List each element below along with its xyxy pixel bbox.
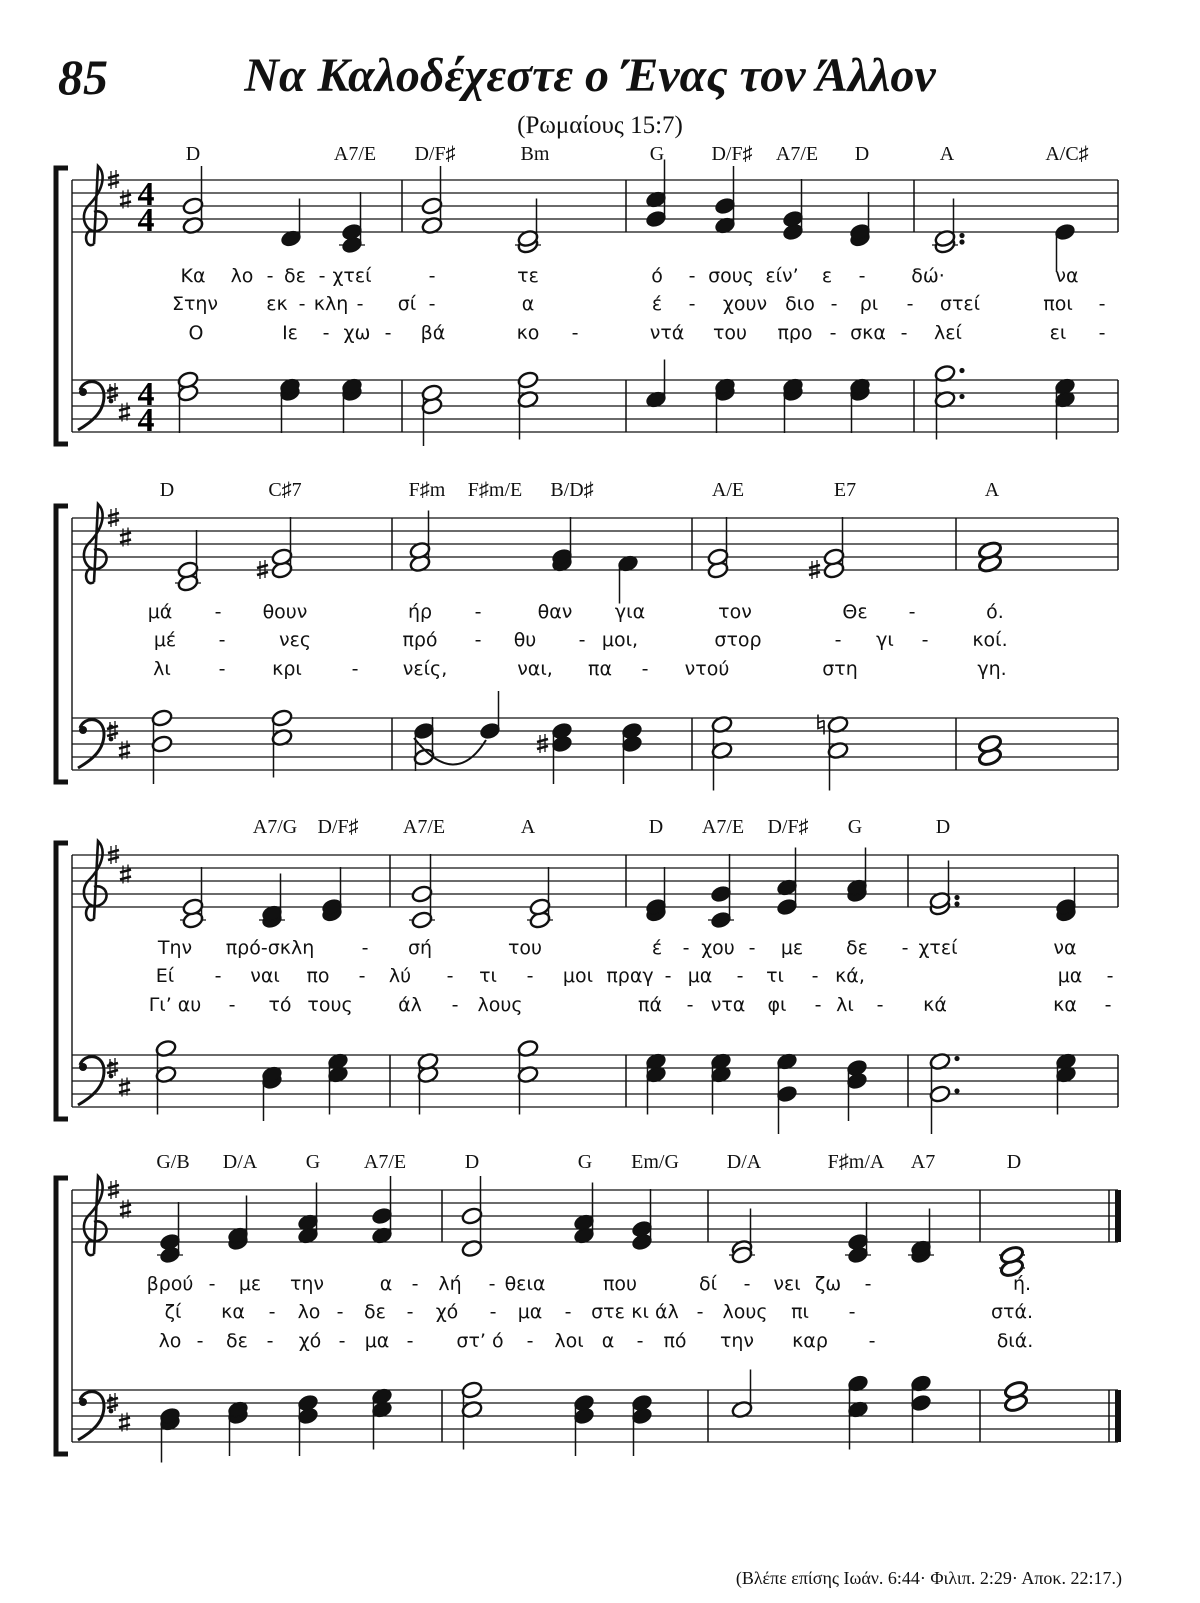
lyric-syllable: καρ: [792, 1330, 828, 1352]
lyric-syllable: στε: [591, 1301, 625, 1323]
lyric-syllable: τό: [268, 994, 292, 1016]
lyric-syllable: -: [908, 601, 916, 623]
lyric-syllable: -: [1098, 322, 1106, 344]
lyric-syllable: ντού: [684, 658, 730, 680]
lyric-syllable: -: [688, 265, 696, 287]
sharp-stroke: [120, 1205, 131, 1208]
lyric-syllable: γη.: [977, 658, 1007, 680]
lyric-syllable: ντα: [710, 994, 746, 1016]
sharp-stroke: [108, 182, 119, 185]
lyric-syllable: νες: [278, 629, 312, 651]
chord-symbol: D: [185, 143, 201, 165]
lyric-syllable: βρού: [146, 1273, 194, 1295]
lyric-syllable: -: [636, 1330, 644, 1352]
lyric-syllable: δί: [698, 1273, 718, 1295]
chord-symbol: A7/G: [252, 816, 298, 838]
chord-symbol: G: [649, 143, 665, 165]
lyric-syllable: -: [318, 265, 326, 287]
lyric-syllable: κι άλ: [631, 1301, 679, 1323]
lyric-syllable: μέ: [153, 629, 177, 651]
sharp-stroke: [107, 1063, 118, 1066]
chord-symbol: A: [984, 479, 1000, 501]
bass-clef-dot: [79, 388, 87, 396]
lyric-syllable: -: [214, 601, 222, 623]
lyric-syllable: -: [682, 937, 690, 959]
sharp-stroke: [257, 572, 268, 575]
lyric-syllable: -: [664, 965, 672, 987]
scripture-reference: (Ρωμαίους 15:7): [517, 112, 683, 139]
lyric-syllable: κά,: [835, 965, 865, 987]
lyric-syllable: -: [814, 994, 822, 1016]
lyric-syllable: την: [719, 1330, 755, 1352]
lyric-syllable: λεί: [934, 322, 962, 344]
lyric-syllable: -: [864, 1273, 872, 1295]
lyric-syllable: ρι: [859, 293, 879, 315]
lyric-syllable: -: [474, 629, 482, 651]
lyric-syllable: -: [876, 994, 884, 1016]
lyric-syllable: -: [266, 1330, 274, 1352]
lyric-syllable: για: [614, 601, 646, 623]
lyric-syllable: Γι’ αυ: [148, 994, 202, 1016]
lyric-syllable: που: [602, 1273, 638, 1295]
lyric-syllable: πό: [663, 1330, 687, 1352]
lyric-syllable: -: [358, 965, 366, 987]
lyric-syllable: -: [268, 1301, 276, 1323]
lyric-syllable: μοι: [562, 965, 594, 987]
lyric-syllable: ό: [651, 265, 663, 287]
lyric-syllable: θυ: [513, 629, 537, 651]
time-signature-digit: 4: [137, 176, 155, 213]
lyric-syllable: -: [526, 965, 534, 987]
lyric-syllable: βά: [420, 322, 446, 344]
lyric-syllable: -: [351, 658, 359, 680]
system-bracket: [56, 1178, 68, 1454]
chord-symbol: D: [854, 143, 870, 165]
lyric-syllable: -: [218, 658, 226, 680]
lyric-syllable: χό: [435, 1301, 459, 1323]
lyric-syllable: θεια: [504, 1273, 546, 1295]
chord-symbol: D/F♯: [414, 143, 456, 165]
dot-icon: [959, 368, 964, 373]
chord-symbol: D/F♯: [317, 816, 359, 838]
lyric-syllable: -: [451, 994, 459, 1016]
bass-clef-dot: [109, 399, 114, 404]
song-number: 85: [58, 49, 108, 105]
lyric-syllable: -: [338, 1330, 346, 1352]
lyric-syllable: -: [571, 322, 579, 344]
chord-symbol: A/C♯: [1045, 143, 1089, 165]
system-bracket: [56, 843, 68, 1119]
bass-clef-dot: [79, 726, 87, 734]
lyric-syllable: προ: [777, 322, 813, 344]
lyric-syllable: -: [214, 965, 222, 987]
lyric-syllable: -: [811, 965, 819, 987]
bass-clef-dot: [79, 1398, 87, 1406]
lyric-syllable: λο: [230, 265, 254, 287]
chord-symbol: D: [935, 816, 951, 838]
lyric-syllable: στορ: [714, 629, 762, 651]
sharp-stroke: [108, 1185, 119, 1188]
time-signature-digit: 4: [137, 376, 155, 413]
lyric-syllable: -: [834, 629, 842, 651]
system-bracket: [56, 506, 68, 782]
chord-symbol: A7/E: [775, 143, 819, 165]
lyric-syllable: α: [379, 1273, 393, 1295]
lyric-syllable: λους: [722, 1301, 768, 1323]
sharp-stroke: [107, 388, 118, 391]
lyric-syllable: Την: [157, 937, 193, 959]
sharp-stroke: [119, 408, 130, 411]
chord-symbol: G: [847, 816, 863, 838]
lyric-syllable: εκ: [266, 293, 288, 315]
lyric-syllable: λι: [153, 658, 171, 680]
lyric-syllable: -: [686, 994, 694, 1016]
lyric-syllable: σί: [397, 293, 417, 315]
lyric-syllable: χτεί: [918, 937, 958, 959]
time-signature-digit: 4: [137, 202, 155, 239]
system-bracket: [56, 168, 68, 444]
sharp-stroke: [120, 1212, 131, 1215]
lyric-syllable: -: [1098, 293, 1106, 315]
lyric-syllable: να: [1053, 937, 1077, 959]
lyric-syllable: -: [1104, 994, 1112, 1016]
lyric-syllable: -: [488, 1273, 496, 1295]
lyric-syllable: δώ·: [911, 265, 945, 287]
lyric-syllable: πραγ: [606, 965, 654, 987]
lyric-syllable: μα: [687, 965, 713, 987]
lyric-syllable: με: [780, 937, 804, 959]
sharp-stroke: [119, 1418, 130, 1421]
lyric-syllable: -: [526, 1330, 534, 1352]
chord-symbol: F♯m/A: [827, 1151, 885, 1173]
sharp-stroke: [108, 850, 119, 853]
lyric-syllable: -: [921, 629, 929, 651]
lyric-syllable: μοι,: [601, 629, 639, 651]
lyric-syllable: -: [356, 293, 364, 315]
lyric-syllable: ε: [821, 265, 833, 287]
lyric-syllable: ναι: [250, 965, 280, 987]
lyric-syllable: -: [564, 1301, 572, 1323]
sharp-stroke: [107, 1405, 118, 1408]
lyric-syllable: -: [406, 1301, 414, 1323]
lyric-syllable: μα: [517, 1301, 543, 1323]
chord-symbol: A: [939, 143, 955, 165]
dot-icon: [954, 895, 959, 900]
lyric-syllable: άλ: [398, 994, 422, 1016]
sharp-stroke: [107, 1398, 118, 1401]
lyric-syllable: λι: [836, 994, 854, 1016]
sharp-stroke: [120, 202, 131, 205]
dot-icon: [954, 1056, 959, 1061]
chord-symbol: G: [577, 1151, 593, 1173]
chord-symbol: Bm: [520, 143, 550, 165]
lyric-syllable: -: [384, 322, 392, 344]
chord-symbol: A7: [910, 1151, 936, 1173]
sharp-stroke: [120, 533, 131, 536]
lyric-syllable: σή: [407, 937, 433, 959]
lyric-syllable: -: [322, 322, 330, 344]
lyric-syllable: -: [298, 293, 306, 315]
sharp-stroke: [108, 1192, 119, 1195]
lyric-syllable: Θε: [842, 601, 868, 623]
chord-symbol: D: [464, 1151, 480, 1173]
lyric-syllable: -: [900, 322, 908, 344]
sharp-stroke: [809, 565, 820, 568]
lyric-syllable: χουν: [722, 293, 768, 315]
lyric-syllable: πο: [306, 965, 330, 987]
bass-clef-dot: [109, 737, 114, 742]
lyric-syllable: -: [361, 937, 369, 959]
bass-clef-dot: [109, 1409, 114, 1414]
dot-icon: [959, 239, 964, 244]
lyric-syllable: λο: [297, 1301, 321, 1323]
lyric-syllable: -: [848, 1301, 856, 1323]
lyric-syllable: μα: [364, 1330, 390, 1352]
sharp-stroke: [108, 520, 119, 523]
lyric-syllable: την: [289, 1273, 325, 1295]
chord-symbol: E7: [833, 479, 857, 501]
lyric-syllable: τε: [517, 265, 539, 287]
footnote: (Βλέπε επίσης Ιωάν. 6:44· Φιλιπ. 2:29· Αποκ. 22:17.): [735, 1568, 1122, 1588]
sharp-stroke: [537, 746, 548, 749]
dot-icon: [959, 394, 964, 399]
lyric-syllable: Στην: [171, 293, 219, 315]
lyric-syllable: τον: [718, 601, 752, 623]
lyric-syllable: φι: [767, 994, 787, 1016]
sharp-stroke: [108, 857, 119, 860]
lyric-syllable: Εί: [155, 965, 175, 987]
lyric-syllable: μά: [147, 601, 173, 623]
lyric-syllable: πι: [791, 1301, 809, 1323]
lyric-syllable: πρό: [402, 629, 438, 651]
chord-symbol: G/B: [156, 1151, 190, 1173]
lyric-syllable: -: [901, 937, 909, 959]
lyric-syllable: -: [688, 293, 696, 315]
time-signature-digit: 4: [137, 402, 155, 439]
chord-symbol: A7/E: [701, 816, 745, 838]
lyric-syllable: θουν: [262, 601, 308, 623]
lyric-syllable: γι: [876, 629, 894, 651]
chord-symbol: A: [520, 816, 536, 838]
lyric-syllable: του: [712, 322, 748, 344]
chord-symbol: A/E: [711, 479, 745, 501]
lyric-syllable: ποι: [1043, 293, 1073, 315]
sharp-stroke: [119, 1425, 130, 1428]
lyric-syllable: στ’ ό: [456, 1330, 504, 1352]
lyric-syllable: τι: [479, 965, 497, 987]
lyric-syllable: -: [748, 937, 756, 959]
chord-symbol: A7/E: [363, 1151, 407, 1173]
sharp-stroke: [107, 726, 118, 729]
lyric-syllable: με: [238, 1273, 262, 1295]
lyric-syllable: λοι: [554, 1330, 584, 1352]
sharp-stroke: [108, 175, 119, 178]
sharp-stroke: [108, 513, 119, 516]
sharp-stroke: [107, 733, 118, 736]
lyric-syllable: διο: [785, 293, 815, 315]
lyric-syllable: -: [208, 1273, 216, 1295]
lyric-syllable: λο: [158, 1330, 182, 1352]
sharp-stroke: [119, 753, 130, 756]
lyric-syllable: Ο: [188, 322, 204, 344]
sharp-stroke: [120, 877, 131, 880]
lyric-syllable: κρι: [272, 658, 302, 680]
lyric-syllable: ή.: [1012, 1273, 1032, 1295]
lyric-syllable: α: [601, 1330, 615, 1352]
lyric-syllable: α: [521, 293, 535, 315]
lyric-syllable: ήρ: [407, 601, 433, 623]
lyric-syllable: -: [218, 629, 226, 651]
lyric-syllable: κα: [221, 1301, 245, 1323]
chord-symbol: D/F♯: [711, 143, 753, 165]
sharp-stroke: [119, 1090, 130, 1093]
lyric-syllable: -: [743, 1273, 751, 1295]
lyric-syllable: δε: [846, 937, 868, 959]
lyric-syllable: δε: [364, 1301, 386, 1323]
sharp-stroke: [257, 565, 268, 568]
lyric-syllable: χου: [701, 937, 735, 959]
lyric-syllable: κα: [1053, 994, 1077, 1016]
lyric-syllable: -: [906, 293, 914, 315]
lyric-syllable: χτεί: [332, 265, 372, 287]
lyric-syllable: κο: [516, 322, 540, 344]
lyric-syllable: -: [830, 293, 838, 315]
sharp-stroke: [120, 870, 131, 873]
chord-symbol: D: [1006, 1151, 1022, 1173]
lyric-syllable: Ιε: [282, 322, 298, 344]
chord-symbol: C♯7: [268, 479, 302, 501]
lyric-syllable: πά: [638, 994, 662, 1016]
chord-symbol: D/A: [726, 1151, 762, 1173]
chord-symbol: B/D♯: [550, 479, 594, 501]
lyric-syllable: πρό-σκλη: [225, 937, 315, 959]
lyric-syllable: μα: [1057, 965, 1083, 987]
sharp-stroke: [119, 1083, 130, 1086]
sharp-stroke: [537, 739, 548, 742]
lyric-syllable: διά.: [996, 1330, 1034, 1352]
lyric-syllable: στη: [822, 658, 858, 680]
lyric-syllable: -: [428, 293, 436, 315]
lyric-syllable: χω: [343, 322, 371, 344]
chord-symbol: A7/E: [402, 816, 446, 838]
lyric-syllable: Κα: [180, 265, 206, 287]
sharp-stroke: [119, 746, 130, 749]
lyric-syllable: νείς,: [402, 658, 448, 680]
song-title: Να Καλοδέχεστε ο Ένας τον Άλλον: [244, 49, 936, 102]
lyric-syllable: κά: [923, 994, 947, 1016]
chord-symbol: A7/E: [333, 143, 377, 165]
lyric-syllable: -: [489, 1301, 497, 1323]
chord-symbol: D: [648, 816, 664, 838]
lyric-syllable: δε: [284, 265, 306, 287]
sharp-stroke: [119, 415, 130, 418]
lyric-syllable: στεί: [939, 293, 981, 315]
dot-icon: [954, 1088, 959, 1093]
sharp-stroke: [107, 1070, 118, 1073]
lyric-syllable: κοί.: [972, 629, 1008, 651]
chord-symbol: Em/G: [631, 1151, 679, 1173]
lyric-syllable: -: [641, 658, 649, 680]
lyric-syllable: -: [858, 265, 866, 287]
bass-clef-dot: [109, 1074, 114, 1079]
lyric-syllable: -: [266, 265, 274, 287]
dot-icon: [959, 233, 964, 238]
sharp-stroke: [120, 540, 131, 543]
lyric-syllable: -: [406, 1330, 414, 1352]
lyric-syllable: -: [411, 1273, 419, 1295]
lyric-syllable: λή: [438, 1273, 462, 1295]
lyric-syllable: -: [336, 1301, 344, 1323]
lyric-syllable: πα: [588, 658, 612, 680]
lyric-syllable: λους: [477, 994, 523, 1016]
lyric-syllable: -: [736, 965, 744, 987]
lyric-syllable: δε: [226, 1330, 248, 1352]
lyric-syllable: ει: [1049, 322, 1067, 344]
lyric-syllable: σκα: [850, 322, 886, 344]
lyric-syllable: -: [446, 965, 454, 987]
lyric-syllable: ναι,: [517, 658, 553, 680]
bass-clef-dot: [79, 1063, 87, 1071]
sharp-stroke: [107, 395, 118, 398]
sharp-stroke: [120, 195, 131, 198]
lyric-syllable: ντά: [649, 322, 685, 344]
lyric-syllable: λύ: [388, 965, 412, 987]
lyric-syllable: -: [868, 1330, 876, 1352]
lyric-syllable: -: [428, 265, 436, 287]
dot-icon: [954, 901, 959, 906]
lyric-syllable: -: [696, 1301, 704, 1323]
lyric-syllable: ζί: [164, 1301, 182, 1323]
lyric-syllable: έ: [651, 293, 663, 315]
chord-symbol: F♯m/E: [467, 479, 523, 501]
lyric-syllable: τους: [307, 994, 353, 1016]
lyric-syllable: χό: [298, 1330, 322, 1352]
lyric-syllable: είν’: [765, 265, 799, 287]
lyric-syllable: -: [196, 1330, 204, 1352]
lyric-syllable: να: [1055, 265, 1079, 287]
lyric-syllable: έ: [651, 937, 663, 959]
lyric-syllable: στά.: [990, 1301, 1034, 1323]
lyric-syllable: -: [1106, 965, 1114, 987]
lyric-syllable: κλη: [313, 293, 349, 315]
lyric-syllable: τι: [766, 965, 784, 987]
lyric-syllable: -: [829, 322, 837, 344]
chord-symbol: F♯m: [408, 479, 446, 501]
lyric-syllable: -: [578, 629, 586, 651]
sharp-stroke: [809, 572, 820, 575]
lyric-syllable: -: [228, 994, 236, 1016]
lyric-syllable: θαν: [537, 601, 573, 623]
lyric-syllable: του: [507, 937, 543, 959]
chord-symbol: D/F♯: [767, 816, 809, 838]
lyric-syllable: νει: [773, 1273, 801, 1295]
chord-symbol: D: [159, 479, 175, 501]
lyric-syllable: ζω: [814, 1273, 842, 1295]
lyric-syllable: ό.: [986, 601, 1004, 623]
lyric-syllable: σους: [708, 265, 754, 287]
lyric-syllable: -: [474, 601, 482, 623]
chord-symbol: G: [305, 1151, 321, 1173]
chord-symbol: D/A: [222, 1151, 258, 1173]
